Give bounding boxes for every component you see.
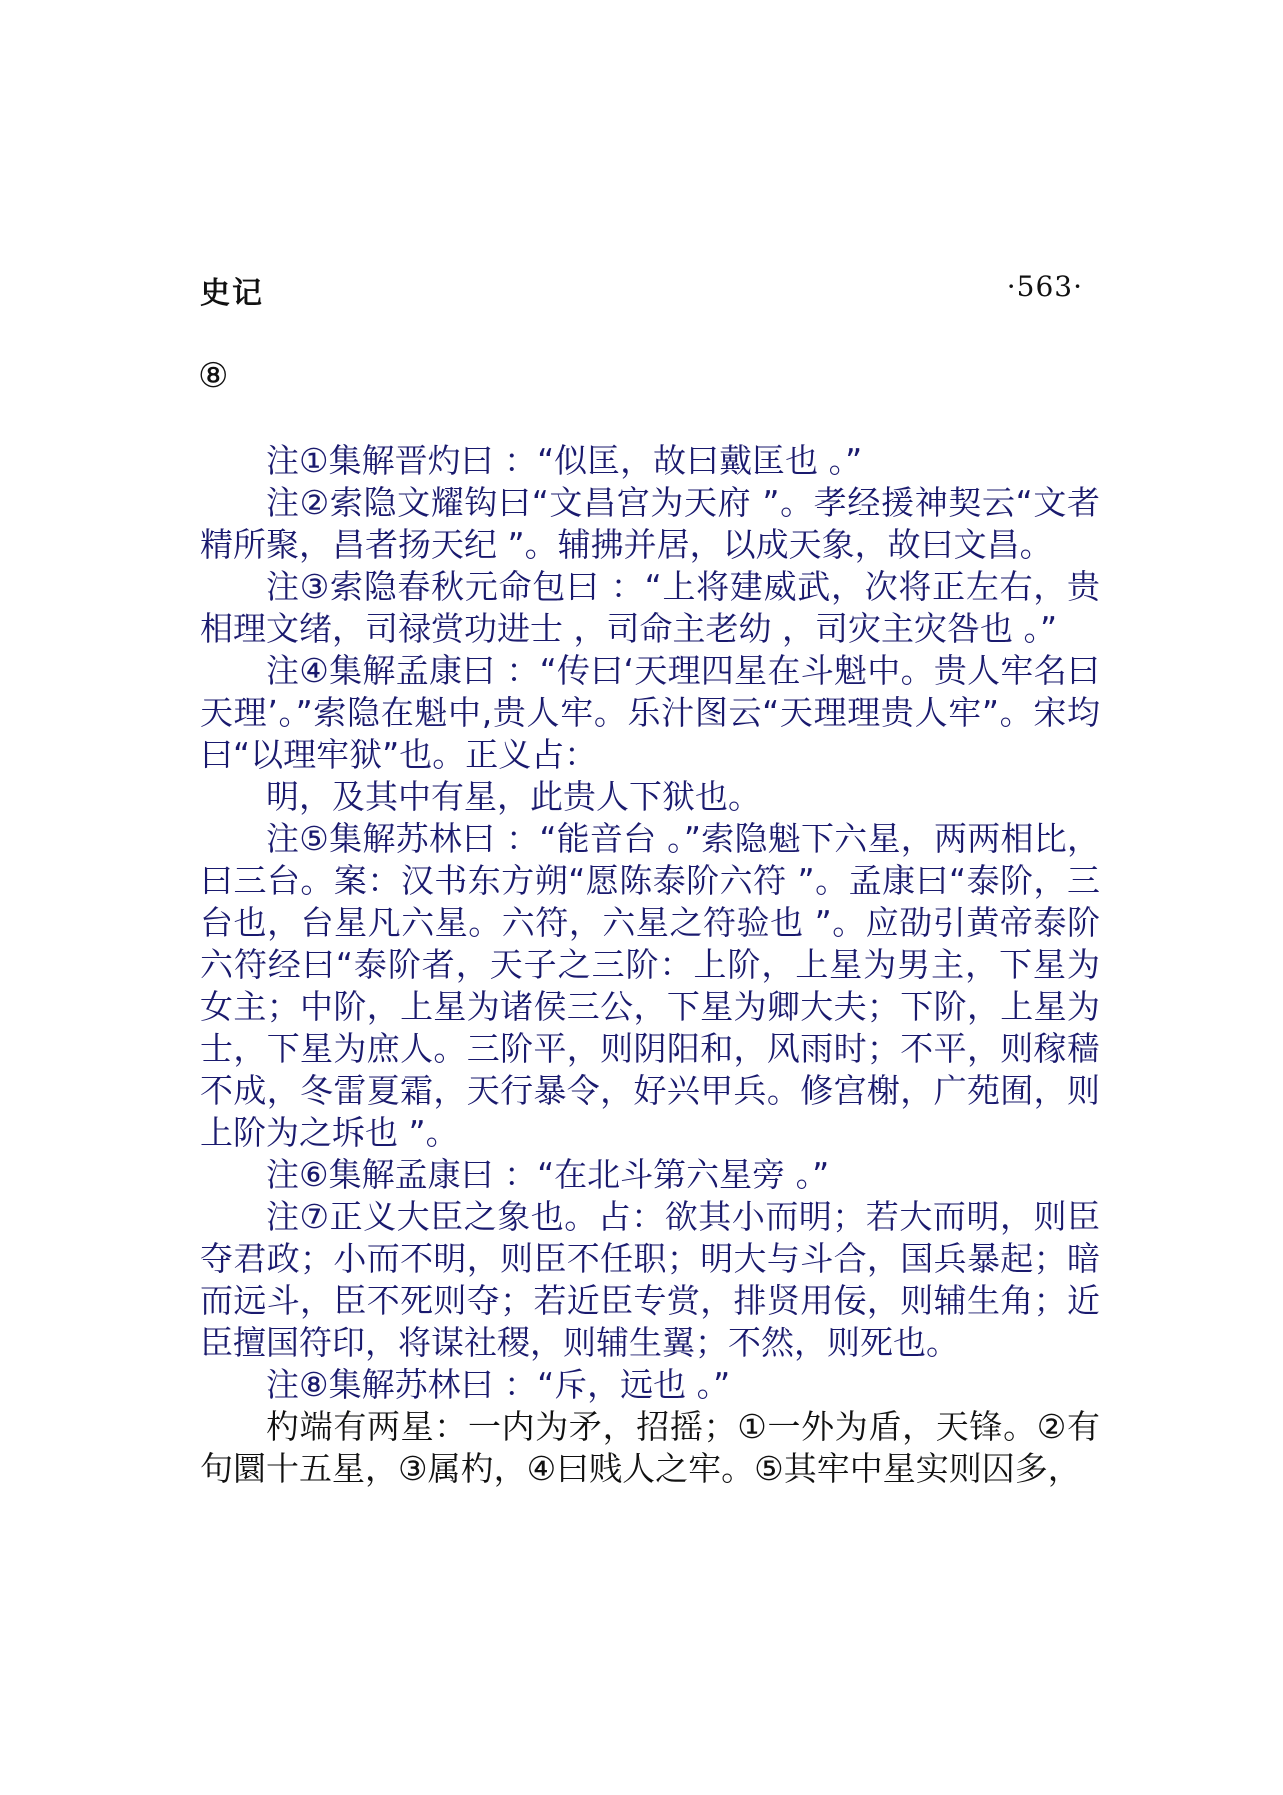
page-header <box>200 268 1083 318</box>
note-paragraph: 注⑤集解苏林曰 ：“能音台 。”索隐魁下六星，两两相比，曰三台。案：汉书东方朔“愿陈泰阶六符 ”。孟康曰“泰阶，三台也，台星凡六星。六符，六星之符验也 ”。应劭引黄帝泰阶六符经曰“泰阶者，天子之三阶：上阶，上星为男主，下星为女主；中阶，上星为诸侯三公，下星为卿大夫；下阶，上星为士，下星为庶人。三阶平，则阴阳和，风雨时；不平，则稼穑不成，冬雷夏霜，天行暴令，好兴甲兵。修宫榭，广苑囿，则上阶为之坼也 ”。 <box>200 819 1100 1152</box>
note-paragraph: 注④集解孟康曰 ：“传曰‘天理四星在斗魁中。贵人牢名曰天理’。”索隐在魁中,贵人牢。乐汁图云“天理理贵人牢”。宋均曰“以理牢狱”也。正义占： <box>200 651 1100 774</box>
note-paragraph: 明，及其中有星，此贵人下狱也。 <box>266 777 761 816</box>
book-title: 史记 <box>200 276 264 311</box>
section-marker: ⑧ <box>198 356 229 396</box>
main-text-paragraph: 杓端有两星：一内为矛，招摇；①一外为盾，天锋。②有句圜十五星，③属杓，④曰贱人之牢。⑤其牢中星实则囚多， <box>200 1407 1100 1488</box>
page-number: ·563· <box>1006 270 1083 303</box>
note-paragraph: 注⑦正义大臣之象也。占：欲其小而明；若大而明，则臣夺君政；小而不明，则臣不任职；明大与斗合，国兵暴起；暗而远斗，臣不死则夺；若近臣专赏，排贤用佞，则辅生角；近臣擅国符印，将谋社稷，则辅生翼；不然，则死也。 <box>200 1197 1100 1362</box>
note-paragraph: 注③索隐春秋元命包曰 ：“上将建威武，次将正左右，贵相理文绪，司禄赏功进士 ，司命主老幼 ，司灾主灾咎也 。” <box>200 567 1100 648</box>
note-paragraph: 注②索隐文耀钩曰“文昌宫为天府 ”。孝经援神契云“文者精所聚，昌者扬天纪 ”。辅拂并居，以成天象，故曰文昌。 <box>200 483 1100 564</box>
note-paragraph: 注①集解晋灼曰 ：“似匡，故曰戴匡也 。” <box>266 441 863 480</box>
note-paragraph: 注⑧集解苏林曰 ：“斥，远也 。” <box>266 1365 731 1404</box>
note-paragraph: 注⑥集解孟康曰 ：“在北斗第六星旁 。” <box>266 1155 830 1194</box>
body-text <box>200 440 1100 1490</box>
